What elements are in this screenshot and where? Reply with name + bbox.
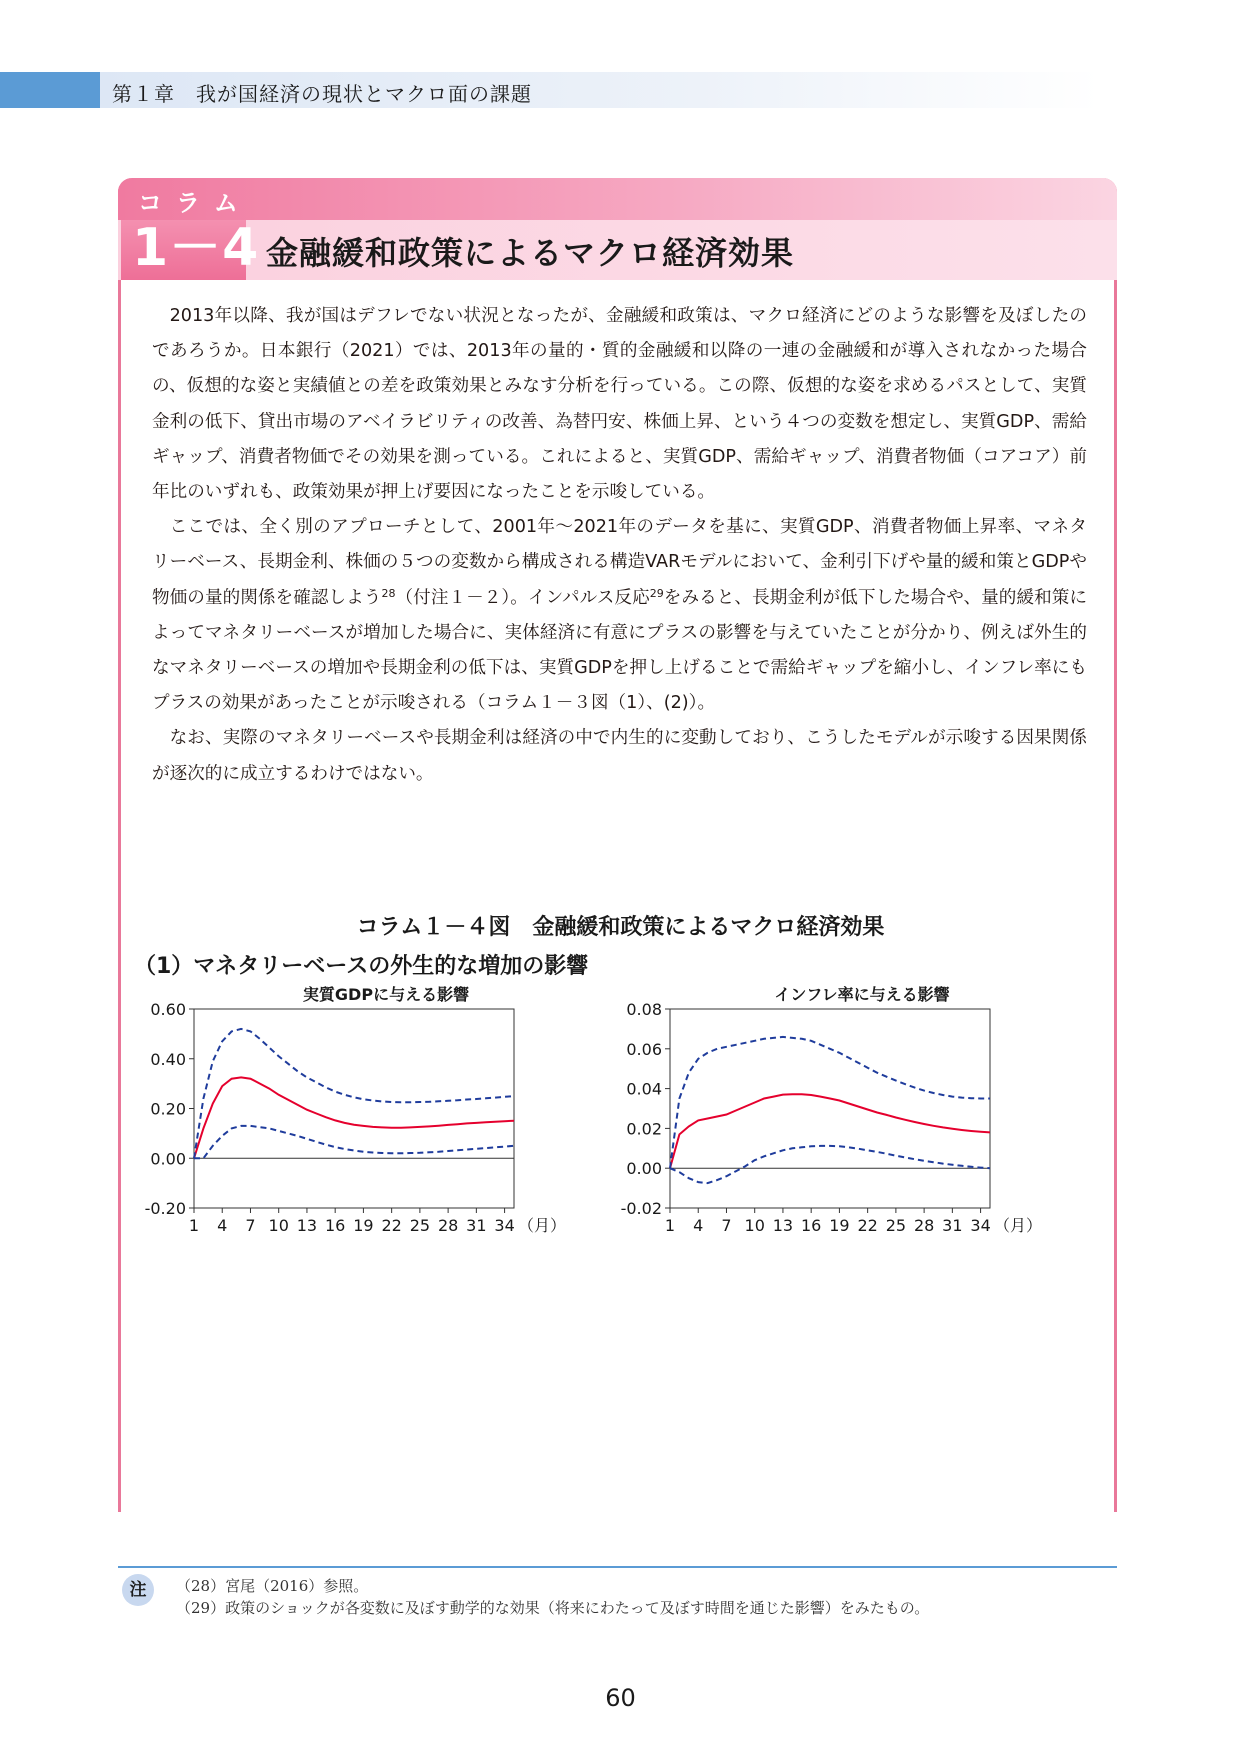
inflation-x-tick-label: 22	[857, 1216, 878, 1235]
inflation-series-upper	[670, 1037, 990, 1168]
paragraph-2	[152, 510, 1087, 721]
column-header-top	[118, 178, 1117, 220]
inflation-y-tick-label: 0.02	[626, 1119, 662, 1139]
column-title: 金融緩和政策によるマクロ経済効果	[266, 234, 795, 272]
column-body	[152, 299, 1087, 792]
paragraph-1: 2013年以降、我が国はデフレでない状況となったが、金融緩和政策は、マクロ経済にどのような影響を及ぼしたのであろうか。日本銀行（2021）では、2013年の量的・質的金融緩和以降の一連の金融緩和が導入されなかった場合の、仮想的な姿と実績値との差を政策効果とみなす分析を行っている。この際、仮想的な姿を求めるパスとして、実質金利の低下、貸出市場のアベイラビリティの改善、為替円安、株価上昇、という４つの変数を想定し、実質GDP、需給ギャップ、消費者物価でその効果を測っている。これによると、実質GDP、需給ギャップ、消費者物価（コアコア）前年比のいずれも、政策効果が押上げ要因になったことを示唆している。	[152, 306, 1087, 503]
footnote-ref-29[interactable]: 29	[649, 586, 664, 600]
gdp-x-tick-label: 28	[437, 1216, 459, 1235]
gdp-x-tick-label: 22	[381, 1216, 402, 1235]
paragraph-3: なお、実際のマネタリーベースや長期金利は経済の中で内生的に変動しており、こうしたモデルが示唆する因果関係が逐次的に成立するわけではない。	[152, 728, 1087, 784]
inflation-x-tick-label: 7	[721, 1216, 732, 1235]
inflation-x-tick-label: 19	[829, 1216, 850, 1235]
chart-inflation	[606, 995, 1106, 1285]
chart-inflation-title: インフレ率に与える影響	[774, 985, 950, 1004]
footnote-ref-28[interactable]: 28	[381, 586, 396, 600]
gdp-series-lower	[194, 1126, 514, 1158]
inflation-plot-frame	[670, 1009, 990, 1208]
inflation-y-tick-label: 0.08	[626, 1000, 662, 1019]
gdp-x-tick-label: 19	[353, 1216, 374, 1235]
inflation-y-tick-label: 0.00	[626, 1159, 662, 1179]
gdp-x-tick-label: 16	[324, 1216, 346, 1235]
notes-divider	[118, 1566, 1117, 1568]
paragraph-2-part-c: をみると、長期金利が低下した場合や、量的緩和策によってマネタリーベースが増加した場合に、実体経済に有意にプラスの影響を与えていたことが分かり、例えば外生的なマネタリーベースの増加や長期金利の低下は、実質GDPを押し上げることで需給ギャップを縮小し、インフレ率にもプラスの効果があったことが示唆される（コラム１－３図（1）、(2)）。	[152, 587, 1087, 714]
gdp-series-upper	[194, 1029, 514, 1158]
chart-gdp	[130, 995, 630, 1285]
gdp-x-unit-label: （月）	[518, 1216, 567, 1235]
page-number: 60	[605, 1684, 636, 1712]
inflation-series-lower	[670, 1146, 990, 1183]
gdp-y-tick-label: 0.40	[150, 1049, 186, 1069]
chapter-title: 第１章 我が国経済の現状とマクロ面の課題	[112, 82, 532, 106]
header-accent-bar	[0, 72, 100, 108]
gdp-x-tick-label: 31	[466, 1216, 487, 1235]
gdp-x-tick-label: 25	[409, 1216, 431, 1235]
inflation-y-tick-label: -0.02	[620, 1199, 662, 1218]
gdp-y-tick-label: 0.20	[150, 1099, 186, 1119]
paragraph-2-part-a: ここでは、全く別のアプローチとして、2001年～2021年のデータを基に、実質GDP、消費者物価上昇率、マネタリーベース、長期金利、株価の５つの変数から構成される構造VARモデルにおいて、金利引下げや量的緩和策とGDPや物価の量的関係を確認しよう	[152, 517, 1087, 608]
gdp-x-tick-label: 13	[296, 1216, 318, 1235]
gdp-y-tick-label: 0.00	[150, 1149, 186, 1169]
column-number: 1－4	[132, 218, 260, 278]
paragraph-2-part-b: （付注１－２）。インパルス反応	[395, 587, 650, 608]
inflation-x-tick-label: 13	[772, 1216, 794, 1235]
gdp-x-tick-label: 34	[494, 1216, 515, 1235]
inflation-x-tick-label: 10	[744, 1216, 765, 1235]
footnote-28: （28）宮尾（2016）参照。	[176, 1577, 369, 1595]
inflation-x-tick-label: 16	[800, 1216, 822, 1235]
gdp-x-tick-label: 1	[188, 1216, 200, 1235]
gdp-series-estimate	[194, 1077, 514, 1158]
inflation-x-tick-label: 34	[970, 1216, 991, 1235]
column-label: コラム	[138, 189, 252, 217]
gdp-plot-frame	[194, 1009, 514, 1208]
inflation-series-estimate	[670, 1094, 990, 1168]
gdp-x-tick-label: 4	[217, 1216, 228, 1235]
gdp-x-tick-label: 7	[245, 1216, 256, 1235]
figure-subtitle: （1）マネタリーベースの外生的な増加の影響	[134, 954, 589, 979]
figure-title: コラム１－４図 金融緩和政策によるマクロ経済効果	[356, 915, 885, 940]
gdp-x-tick-label: 10	[268, 1216, 289, 1235]
footnote-29: （29）政策のショックが各変数に及ぼす動学的な効果（将来にわたって及ぼす時間を通じた影響）をみたもの。	[176, 1599, 930, 1617]
inflation-x-tick-label: 4	[693, 1216, 704, 1235]
chart-gdp-title: 実質GDPに与える影響	[302, 985, 470, 1004]
gdp-y-tick-label: 0.60	[150, 1000, 186, 1019]
inflation-x-tick-label: 28	[913, 1216, 935, 1235]
inflation-y-tick-label: 0.06	[626, 1039, 662, 1059]
inflation-x-tick-label: 31	[942, 1216, 963, 1235]
inflation-x-tick-label: 1	[664, 1216, 676, 1235]
inflation-y-tick-label: 0.04	[626, 1079, 662, 1099]
inflation-x-tick-label: 25	[885, 1216, 907, 1235]
notes-badge: 注	[122, 1574, 154, 1606]
inflation-x-unit-label: （月）	[994, 1216, 1043, 1235]
gdp-y-tick-label: -0.20	[144, 1199, 186, 1218]
